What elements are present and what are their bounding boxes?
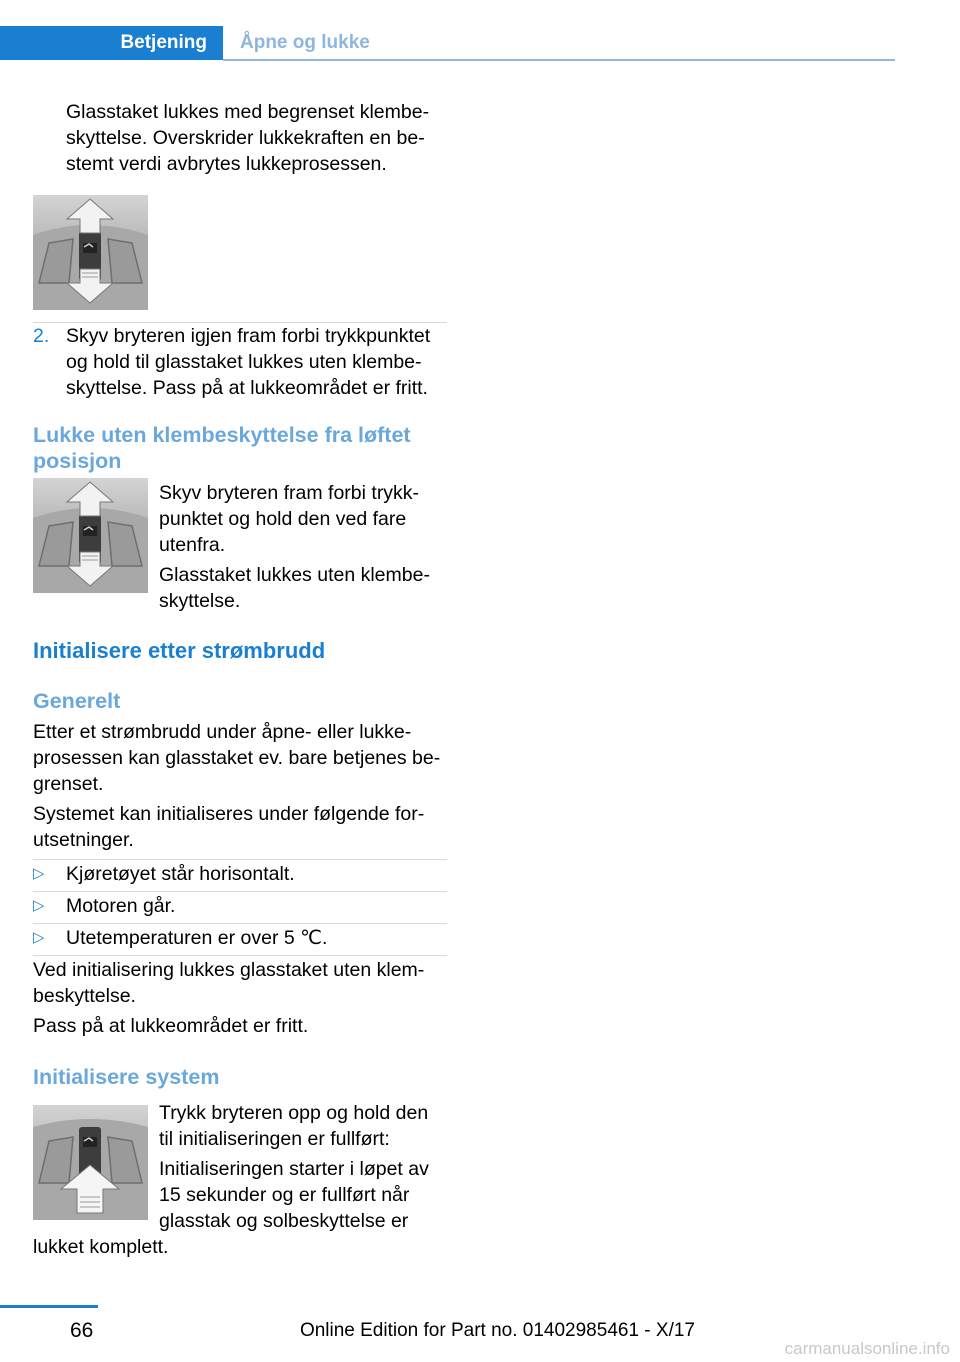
intro-line-3: stemt verdi avbrytes lukkeprosessen. bbox=[66, 153, 387, 175]
switch-slide-image-2 bbox=[33, 478, 148, 593]
bullet-icon: ▷ bbox=[33, 929, 45, 946]
bullet-item-3: Utetemperaturen er over 5 ℃. bbox=[66, 927, 328, 949]
section-init-heading: Initialisere etter strømbrudd bbox=[33, 638, 326, 663]
init-last-line: lukket komplett. bbox=[33, 1236, 169, 1258]
separator bbox=[33, 955, 447, 956]
step2-line-2: og hold til glasstaket lukkes uten klembe‐ bbox=[66, 351, 422, 373]
system-line-2: utsetninger. bbox=[33, 829, 134, 851]
bullet-icon: ▷ bbox=[33, 897, 45, 914]
watermark: carmanualsonline.info bbox=[784, 1339, 950, 1358]
section-lift-heading-2: posisjon bbox=[33, 449, 122, 473]
lift-line-5: skyttelse. bbox=[159, 590, 241, 612]
general-heading: Generelt bbox=[33, 689, 121, 713]
init-close-line-2: beskyttelse. bbox=[33, 985, 136, 1007]
init-line-2: til initialiseringen er fullført: bbox=[159, 1128, 390, 1150]
init-close-line-1: Ved initialisering lukkes glasstaket uten klem‐ bbox=[33, 959, 425, 981]
intro-line-2: skyttelse. Overskrider lukkekraften en be‐ bbox=[66, 127, 425, 149]
page-number: 66 bbox=[70, 1319, 94, 1342]
lift-line-3: utenfra. bbox=[159, 534, 226, 556]
bullet-item-1: Kjøretøyet står horisontalt. bbox=[66, 863, 295, 885]
switch-slide-icon bbox=[33, 195, 148, 310]
general-line-3: grenset. bbox=[33, 773, 104, 795]
tab-underline bbox=[223, 59, 895, 61]
init-system-heading: Initialisere system bbox=[33, 1065, 220, 1089]
footer-rule bbox=[0, 1305, 98, 1308]
init-line-4: 15 sekunder og er fullført når bbox=[159, 1184, 410, 1206]
switch-slide-image-1 bbox=[33, 195, 148, 310]
step-number: 2. bbox=[33, 325, 50, 347]
separator bbox=[33, 923, 447, 924]
step2-line-1: Skyv bryteren igjen fram forbi trykkpunktet bbox=[66, 325, 431, 347]
init-line-5: glasstak og solbeskyttelse er bbox=[159, 1210, 409, 1232]
separator bbox=[33, 891, 447, 892]
separator bbox=[33, 859, 447, 860]
free-area-line: Pass på at lukkeområdet er fritt. bbox=[33, 1015, 309, 1037]
switch-lift-image bbox=[33, 1105, 148, 1220]
general-line-1: Etter et strømbrudd under åpne- eller lukke‐ bbox=[33, 721, 412, 743]
tab-betjening[interactable]: Betjening bbox=[0, 26, 223, 60]
lift-line-4: Glasstaket lukkes uten klembe‐ bbox=[159, 564, 430, 586]
section-lift-heading-1: Lukke uten klembeskyttelse fra løftet bbox=[33, 423, 411, 447]
intro-line-1: Glasstaket lukkes med begrenset klembe‐ bbox=[66, 101, 430, 123]
header-tabbar bbox=[0, 26, 895, 62]
edition-note: Online Edition for Part no. 01402985461 - X/17 bbox=[299, 1320, 695, 1341]
init-line-1: Trykk bryteren opp og hold den bbox=[159, 1102, 429, 1124]
tab-apne-og-lukke[interactable]: Åpne og lukke bbox=[240, 32, 370, 53]
switch-lift-icon bbox=[33, 1105, 148, 1220]
lift-line-2: punktet og hold den ved fare bbox=[159, 508, 407, 530]
switch-slide-icon bbox=[33, 478, 148, 593]
init-line-3: Initialiseringen starter i løpet av bbox=[159, 1158, 429, 1180]
bullet-icon: ▷ bbox=[33, 865, 45, 882]
lift-line-1: Skyv bryteren fram forbi trykk‐ bbox=[159, 482, 420, 504]
general-line-2: prosessen kan glasstaket ev. bare betjenes be‐ bbox=[33, 747, 441, 769]
bullet-item-2: Motoren går. bbox=[66, 895, 176, 917]
step2-line-3: skyttelse. Pass på at lukkeområdet er fritt. bbox=[66, 377, 428, 399]
system-line-1: Systemet kan initialiseres under følgende for‐ bbox=[33, 803, 425, 825]
